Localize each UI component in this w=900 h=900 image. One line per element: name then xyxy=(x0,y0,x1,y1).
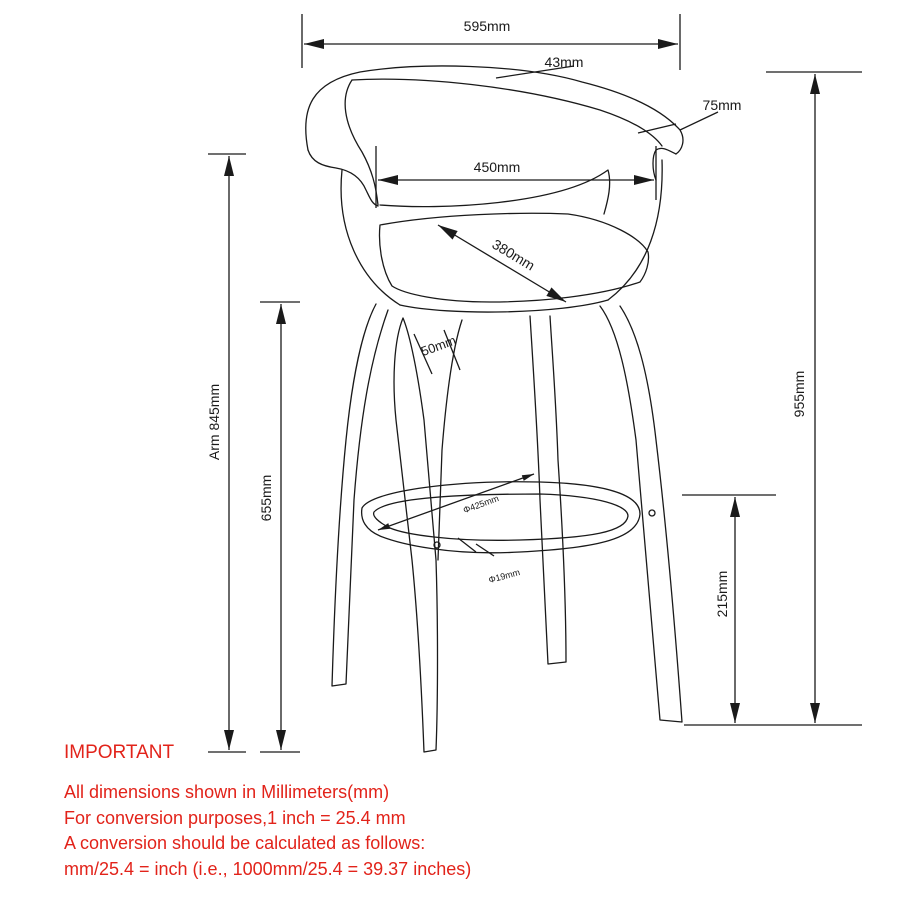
footrest-bolt-right xyxy=(649,510,655,516)
arm-height-label: Arm 845mm xyxy=(206,383,222,461)
shell-right xyxy=(608,160,662,300)
footrest-diameter-label: Φ425mm xyxy=(461,493,501,516)
leg-front-right xyxy=(600,306,682,722)
armrest-thickness-label: 43mm xyxy=(544,54,584,70)
leg-width-label: 50mm xyxy=(418,332,458,359)
armrest-width-label: 75mm xyxy=(702,97,742,113)
notice-line-conversion-factor: For conversion purposes,1 inch = 25.4 mm xyxy=(64,807,406,828)
footrest-tube-label: Φ19mm xyxy=(487,567,522,586)
important-notice xyxy=(64,742,471,882)
footrest-height-label: 215mm xyxy=(714,570,730,618)
seat-height-label: 655mm xyxy=(258,474,274,522)
backrest-top-curve xyxy=(352,79,662,146)
leg-back-left xyxy=(332,304,388,686)
overall-height-label: 955mm xyxy=(791,370,807,418)
left-arm-end xyxy=(308,150,378,206)
back-panel xyxy=(380,170,610,214)
footrest-ring-outer xyxy=(362,482,640,553)
notice-heading: IMPORTANT xyxy=(64,742,175,763)
seat-inner-width-label: 450mm xyxy=(473,159,521,175)
notice-line-conversion-intro: A conversion should be calculated as follows: xyxy=(64,833,426,853)
leg-back-right xyxy=(530,316,566,664)
overall-width-label: 595mm xyxy=(463,18,511,34)
leg-front-left-inner xyxy=(438,320,462,560)
notice-line-conversion-example: mm/25.4 = inch (i.e., 1000mm/25.4 = 39.37 inches) xyxy=(64,858,472,879)
backrest-inner xyxy=(345,80,378,205)
notice-line-units: All dimensions shown in Millimeters(mm) xyxy=(64,782,390,802)
footrest-ring-inner xyxy=(374,494,628,540)
seat-depth-label: 380mm xyxy=(489,235,538,274)
